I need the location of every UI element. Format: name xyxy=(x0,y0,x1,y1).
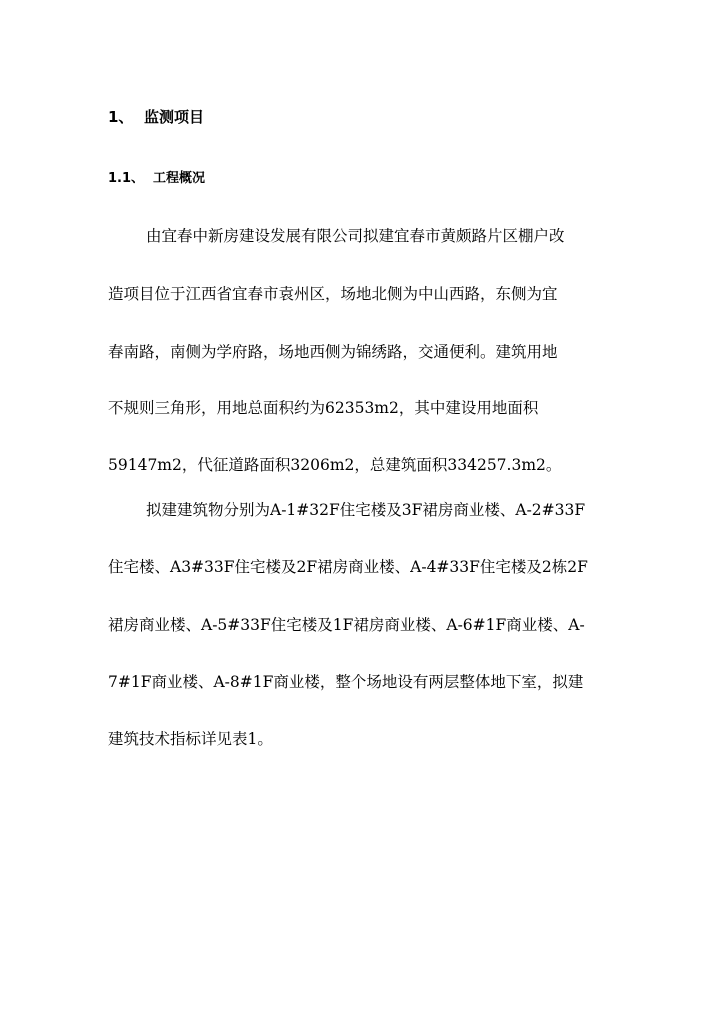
subsection-number: 1.1、 xyxy=(108,171,145,186)
subsection-heading xyxy=(108,168,205,190)
paragraph-line: 由宜春中新房建设发展有限公司拟建宜春市黄颇路片区棚户改 xyxy=(146,227,565,245)
paragraph-line: 不规则三角形，用地总面积约为62353m2，其中建设用地面积 xyxy=(108,399,539,417)
section-title: 监测项目 xyxy=(144,108,205,126)
paragraph-line: 住宅楼、A3#33F住宅楼及2F裙房商业楼、A-4#33F住宅楼及2栋2F xyxy=(108,558,588,576)
paragraph-line: 7#1F商业楼、A-8#1F商业楼，整个场地设有两层整体地下室，拟建 xyxy=(108,673,584,691)
paragraph-line: 59147m2，代征道路面积3206m2，总建筑面积334257.3m2。 xyxy=(108,456,562,474)
paragraph-line: 拟建建筑物分别为A-1#32F住宅楼及3F裙房商业楼、A-2#33F xyxy=(146,501,586,519)
paragraph-line: 造项目位于江西省宜春市袁州区，场地北侧为中山西路，东侧为宜 xyxy=(108,285,558,303)
paragraph-line: 建筑技术指标详见表1。 xyxy=(108,730,273,748)
paragraph-line: 裙房商业楼、A-5#33F住宅楼及1F裙房商业楼、A-6#1F商业楼、A- xyxy=(108,616,585,634)
section-heading xyxy=(108,105,204,129)
section-number: 1、 xyxy=(108,108,134,126)
paragraph-line: 春南路，南侧为学府路，场地西侧为锦绣路，交通便利。建筑用地 xyxy=(108,343,558,361)
subsection-title: 工程概况 xyxy=(153,171,206,186)
